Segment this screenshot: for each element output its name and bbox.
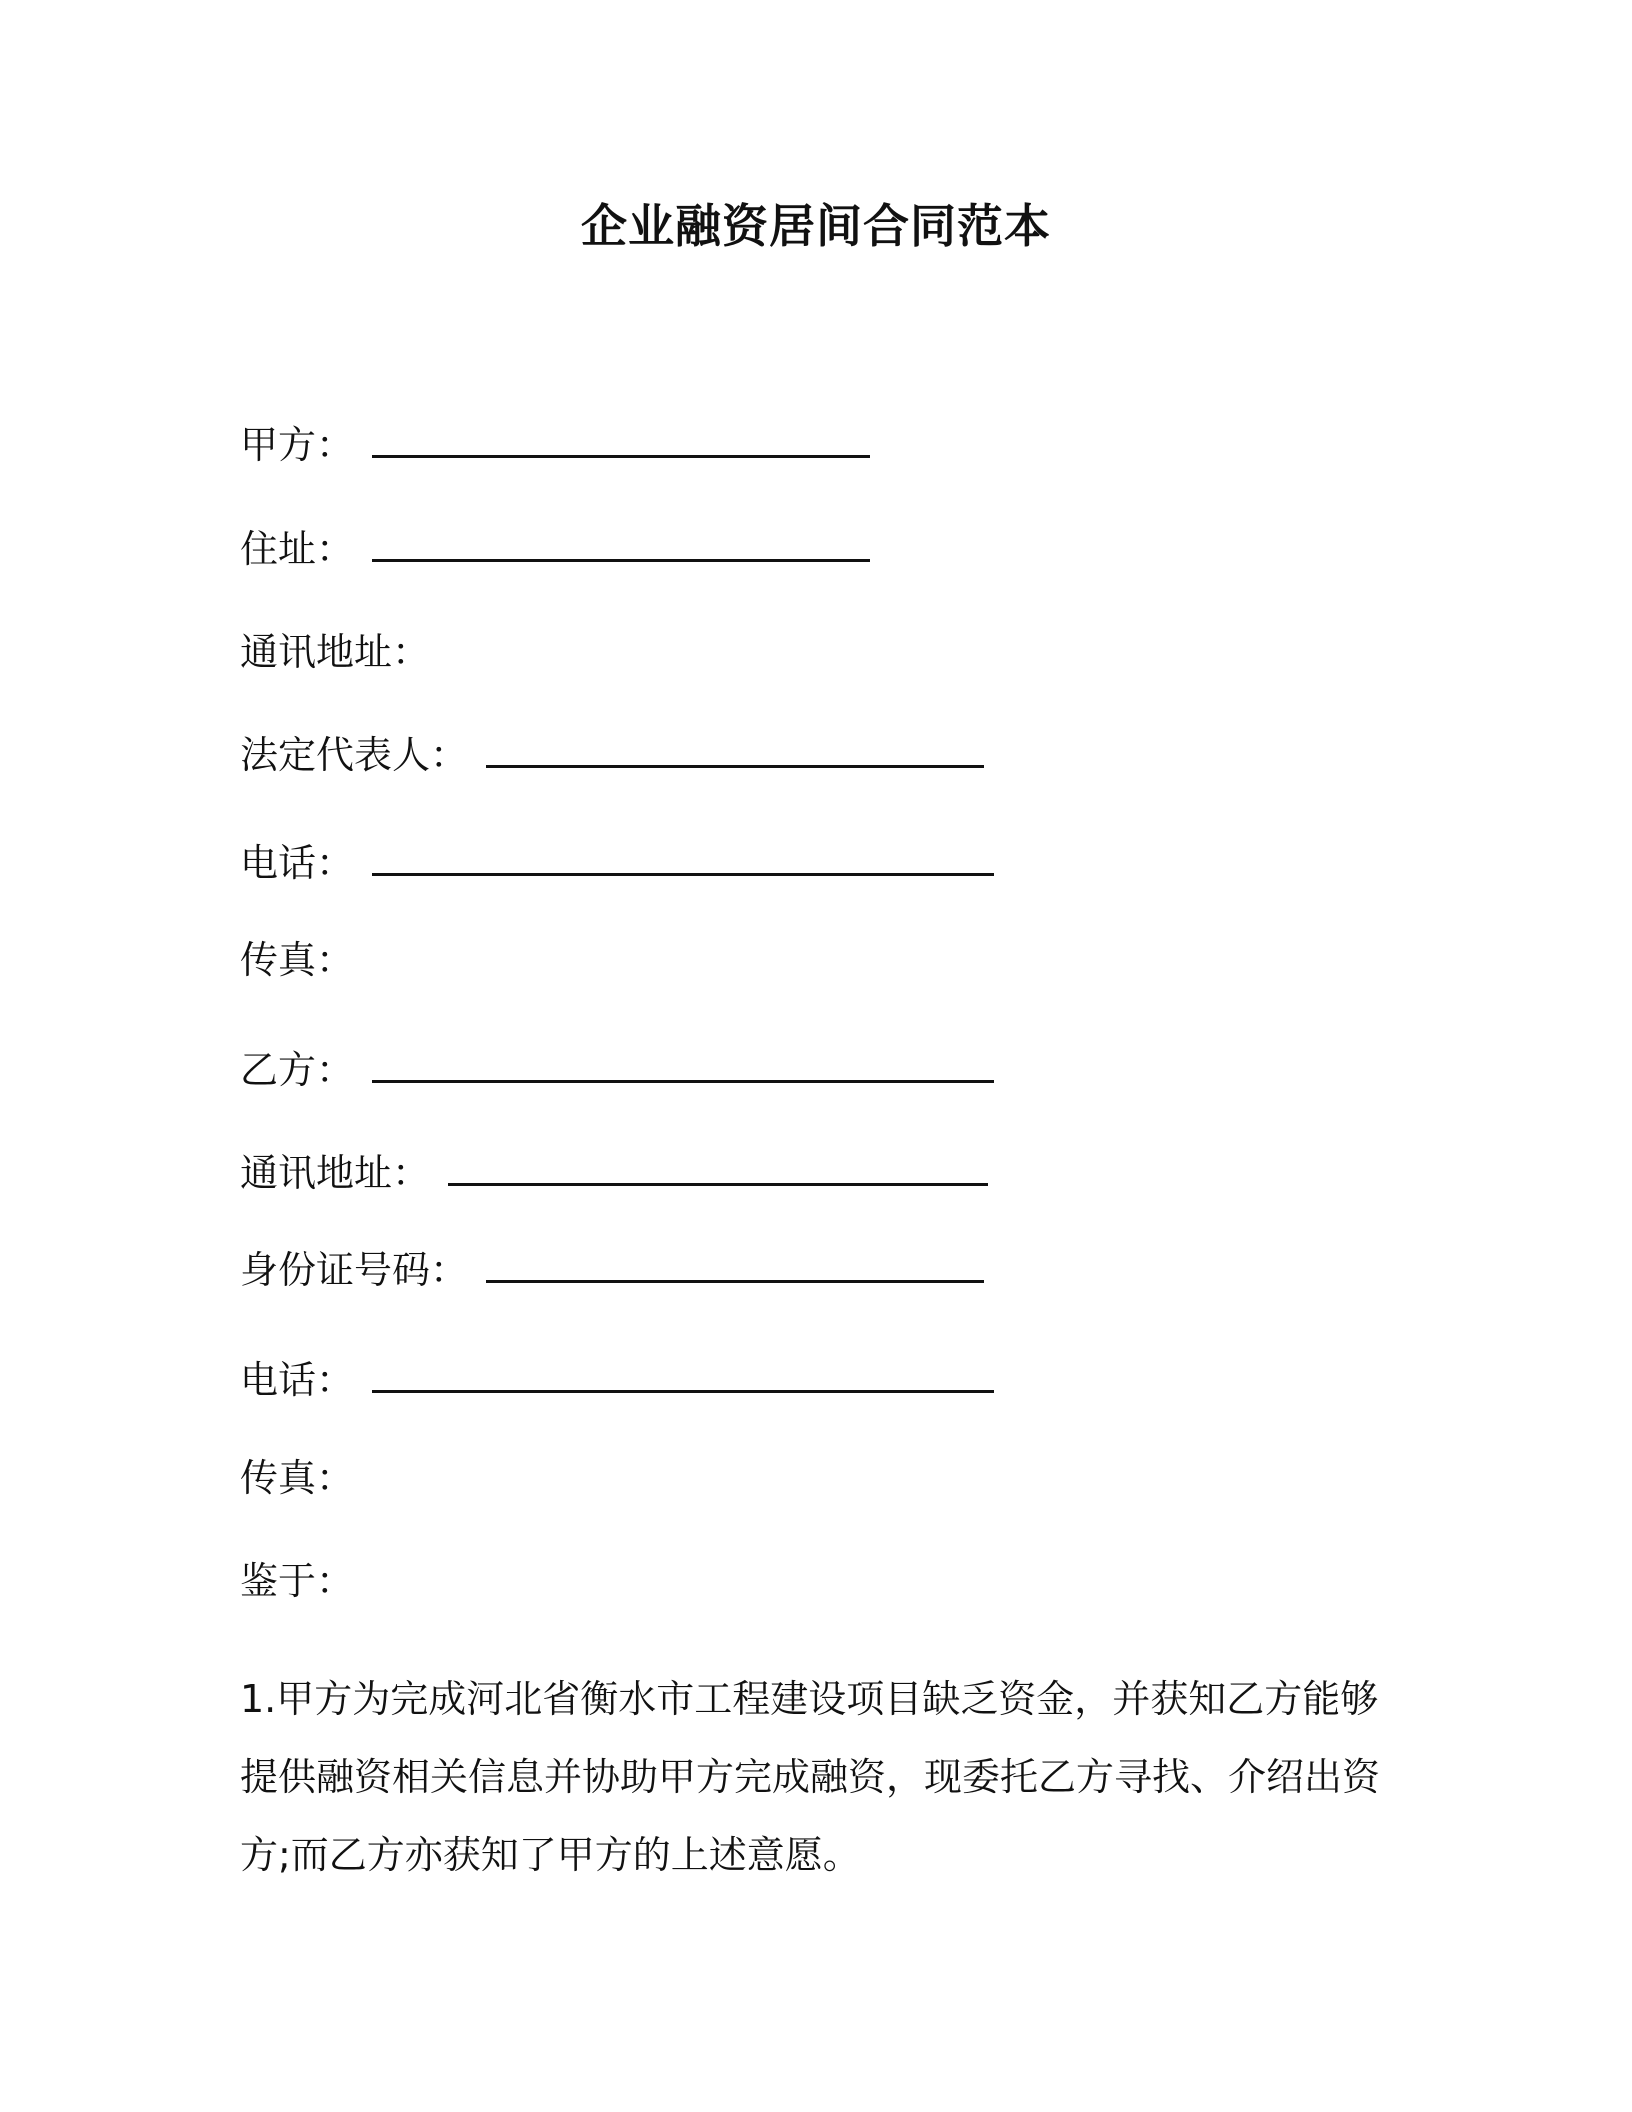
legal-representative-blank-line [486, 731, 984, 768]
party-a-fax-label: 传真： [240, 938, 355, 982]
id-number-blank-line [486, 1246, 984, 1283]
party-a-blank-line [372, 421, 870, 458]
party-a-address-field [240, 524, 870, 574]
party-b-field [240, 1045, 994, 1095]
party-b-phone-field [240, 1355, 994, 1405]
party-a-mailing-address-field [240, 627, 430, 677]
party-b-label: 乙方： [240, 1048, 355, 1092]
legal-representative-label: 法定代表人： [240, 733, 469, 777]
clause-1-line-3: 方;而乙方亦获知了甲方的上述意愿。 [240, 1833, 861, 1877]
whereas-field [240, 1556, 354, 1606]
party-b-fax-label: 传真： [240, 1456, 355, 1500]
party-b-phone-label: 电话： [240, 1358, 355, 1402]
party-b-fax-field [240, 1453, 354, 1503]
party-a-phone-blank-line [372, 839, 994, 876]
party-a-address-blank-line [372, 525, 870, 562]
party-b-mailing-address-field [240, 1148, 988, 1198]
id-number-label: 身份证号码： [240, 1248, 469, 1292]
party-b-mailing-address-label: 通讯地址： [240, 1151, 431, 1195]
party-a-mailing-address-label: 通讯地址： [240, 630, 431, 674]
party-a-field [240, 420, 870, 470]
id-number-field [240, 1245, 984, 1295]
party-a-label: 甲方： [240, 423, 355, 467]
party-b-blank-line [372, 1046, 994, 1083]
legal-representative-field [240, 730, 984, 780]
clause-1-paragraph [240, 1660, 1390, 1894]
party-a-address-label: 住址： [240, 527, 355, 571]
clause-1-line-2: 提供融资相关信息并协助甲方完成融资，现委托乙方寻找、介绍出资 [240, 1755, 1381, 1799]
party-b-mailing-address-blank-line [448, 1149, 988, 1186]
clause-1-line-1: 1.甲方为完成河北省衡水市工程建设项目缺乏资金，并获知乙方能够 [240, 1677, 1379, 1721]
document-title: 企业融资居间合同范本 [581, 199, 1051, 253]
party-a-phone-field [240, 838, 994, 888]
party-b-phone-blank-line [372, 1356, 994, 1393]
party-a-fax-field [240, 935, 354, 985]
party-a-phone-label: 电话： [240, 841, 355, 885]
whereas-label: 鉴于： [240, 1559, 355, 1603]
